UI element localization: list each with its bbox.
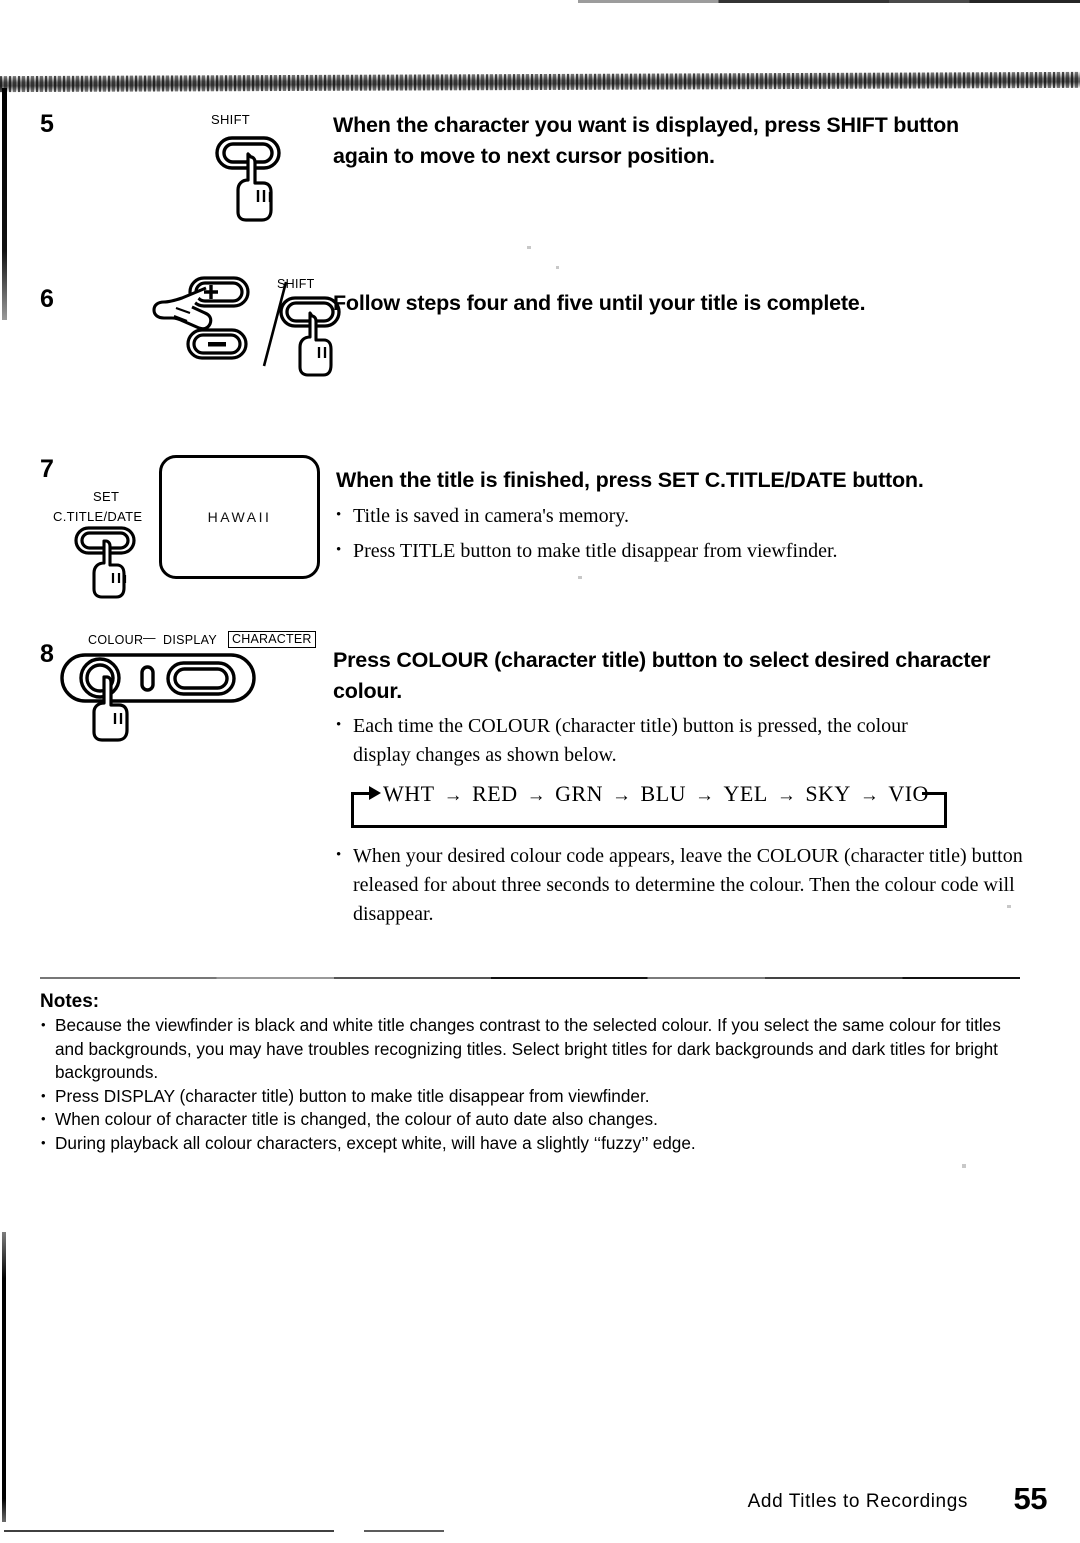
scan-artifact-bottom-rule (4, 1530, 504, 1532)
cycle-arrow-icon: → (443, 785, 464, 806)
step-7-bullet: • Title is saved in camera's memory. (336, 502, 1026, 531)
note-item: • When colour of character title is changed, the colour of auto date also changes. (40, 1108, 1015, 1132)
step-8-number: 8 (40, 640, 54, 668)
shift-button-label: SHIFT (277, 277, 315, 291)
step-6-heading: Follow steps four and five until your title is complete. (333, 291, 866, 315)
page-number: 55 (1013, 1481, 1047, 1516)
plus-minus-buttons-with-hand-icon (140, 272, 270, 382)
colour-display-label-dash: — (143, 631, 156, 645)
step-7-heading: When the title is finished, press SET C.TITLE/DATE button. (336, 468, 924, 492)
cycle-arrow-icon: → (859, 785, 880, 806)
notes-list (40, 1014, 1015, 1155)
scan-artifact-fleck (556, 266, 559, 269)
notes-heading: Notes: (40, 991, 100, 1012)
cycle-arrow-icon: → (526, 785, 547, 806)
footer-section-title: Add Titles to Recordings (747, 1491, 968, 1512)
step-7-number: 7 (40, 455, 54, 483)
set-button-label-line2: C.TITLE/DATE (53, 509, 143, 524)
cycle-arrow-icon: → (695, 785, 715, 806)
notes-divider (40, 977, 1020, 979)
colour-cycle-loop-bottom (351, 825, 947, 828)
colour-code: SKY (805, 781, 851, 806)
scan-artifact-fleck (578, 576, 582, 579)
step-8-heading: Press COLOUR (character title) button to select desired character colour. (333, 648, 991, 703)
character-label-box: CHARACTER (228, 631, 316, 648)
colour-code: YEL (723, 781, 768, 806)
shift-button-with-pressing-hand-icon (206, 132, 298, 224)
scan-artifact-left-edge-upper (2, 88, 7, 320)
step-8-bullet: • Each time the COLOUR (character title) button is pressed, the colour display changes as shown below. (336, 712, 968, 770)
step-8-bullet: • When your desired colour code appears, leave the COLOUR (character title) button released for about three seconds to determine the colour. Then the colour code will disappear. (336, 842, 1026, 929)
cycle-arrow-icon: → (776, 785, 797, 806)
colour-display-character-button-panel-icon (58, 652, 263, 748)
colour-cycle-diagram (345, 781, 965, 833)
step-6-number: 6 (40, 285, 54, 313)
scan-artifact-left-edge-lower (2, 1232, 6, 1522)
colour-code: GRN (555, 781, 604, 806)
viewfinder-display (159, 455, 320, 579)
colour-code: WHT (383, 781, 435, 806)
step-7-bullets (336, 496, 1026, 566)
colour-cycle-loop-right (944, 794, 947, 828)
step-8-bullet-first (336, 706, 968, 770)
colour-cycle-codes (383, 781, 929, 807)
set-button-label-line1: SET (93, 489, 120, 504)
colour-button-label: COLOUR (88, 633, 144, 647)
colour-cycle-arrowhead-icon (369, 786, 381, 800)
set-c-title-date-button-with-hand-icon (70, 525, 154, 601)
colour-code: BLU (640, 781, 687, 806)
step-5-number: 5 (40, 110, 54, 138)
note-item: • Because the viewfinder is black and white title changes contrast to the selected colour. If you select the same colour for titles and backgrounds, you may have troubles recognizing titles. Select bright titles for dark backgrounds and dark titles for bright backgrounds. (40, 1014, 1015, 1085)
display-button-label: DISPLAY (163, 633, 217, 647)
colour-code: RED (472, 781, 518, 806)
scan-artifact-fleck (962, 1164, 966, 1168)
colour-cycle-loop-left (351, 792, 354, 828)
scan-artifact-noise-band (0, 72, 1080, 92)
note-item: • Press DISPLAY (character title) button to make title disappear from viewfinder. (40, 1085, 1015, 1109)
colour-code: VIO (888, 781, 929, 806)
scan-artifact-fleck (527, 246, 531, 249)
shift-button-label: SHIFT (211, 112, 251, 127)
step-5-heading: When the character you want is displayed, press SHIFT button again to move to next cursor position. (333, 113, 959, 168)
step-7-bullet: • Press TITLE button to make title disappear from viewfinder. (336, 537, 1026, 566)
scan-artifact-top-rule (578, 0, 1080, 3)
step-8-bullet-second (336, 836, 1026, 929)
cycle-arrow-icon: → (612, 785, 632, 806)
viewfinder-title-text: HAWAII (207, 509, 272, 525)
note-item: • During playback all colour characters, except white, will have a slightly ‘‘fuzzy’’ edge. (40, 1132, 1015, 1156)
